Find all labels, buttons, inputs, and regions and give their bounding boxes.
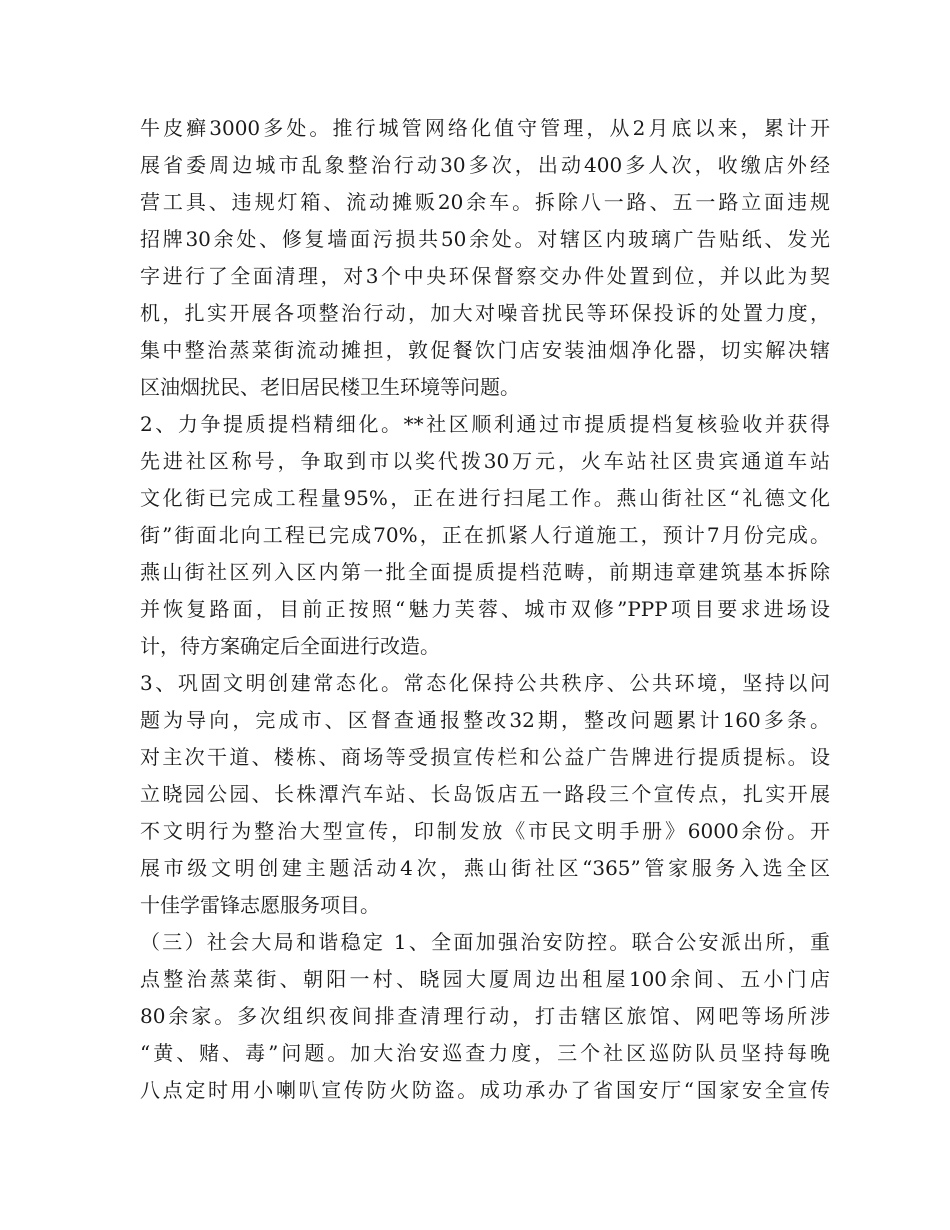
text-line: 十佳学雷锋志愿服务项目。 [140,893,380,917]
text-line: 街”街面北向工程已完成70%，正在抓紧人行道施工，预计7月份完成。 [140,523,830,547]
text-line: 营工具、违规灯箱、流动摊贩20余车。拆除八一路、五一路立面违规 [140,190,830,214]
text-line: 立晓园公园、长株潭汽车站、长岛饭店五一路段三个宣传点，扎实开展 [140,782,830,806]
text-line: 不文明行为整治大型宣传，印制发放《市民文明手册》6000余份。开 [140,819,830,843]
text-line: 3、巩固文明创建常态化。常态化保持公共秩序、公共环境，坚持以问 [140,671,830,695]
text-line: 机，扎实开展各项整治行动，加大对噪音扰民等环保投诉的处置力度， [140,301,830,325]
text-line: （三）社会大局和谐稳定 1、全面加强治安防控。联合公安派出所，重 [140,930,830,954]
text-line: 2、力争提质提档精细化。**社区顺利通过市提质提档复核验收并获得 [140,412,830,436]
text-line: 先进社区称号，争取到市以奖代拨30万元，火车站社区贵宾通道车站 [140,449,830,473]
text-line: 对主次干道、楼栋、商场等受损宣传栏和公益广告牌进行提质提标。设 [140,745,830,769]
text-line: 区油烟扰民、老旧居民楼卫生环境等问题。 [140,375,520,399]
text-line: 并恢复路面，目前正按照“魅力芙蓉、城市双修”PPP项目要求进场设 [140,597,830,621]
text-line: “黄、赌、毒”问题。加大治安巡查力度，三个社区巡防队员坚持每晚 [140,1041,830,1065]
text-line: 燕山街社区列入区内第一批全面提质提档范畴，前期违章建筑基本拆除 [140,560,830,584]
text-line: 点整治蒸菜街、朝阳一村、晓园大厦周边出租屋100余间、五小门店 [140,967,830,991]
text-line: 80余家。多次组织夜间排查清理行动，打击辖区旅馆、网吧等场所涉 [140,1004,830,1028]
text-line: 字进行了全面清理，对3个中央环保督察交办件处置到位，并以此为契 [140,264,830,288]
text-line: 展市级文明创建主题活动4次，燕山街社区“365”管家服务入选全区 [140,856,830,880]
text-line: 计，待方案确定后全面进行改造。 [140,634,440,658]
body-text [140,110,830,1109]
text-line: 展省委周边城市乱象整治行动30多次，出动400多人次，收缴店外经 [140,153,830,177]
text-line: 题为导向，完成市、区督查通报整改32期，整改问题累计160多条。 [140,708,830,732]
text-line: 牛皮癣3000多处。推行城管网络化值守管理，从2月底以来，累计开 [140,116,830,140]
text-line: 文化街已完成工程量95%，正在进行扫尾工作。燕山街社区“礼德文化 [140,486,830,510]
text-line: 招牌30余处、修复墙面污损共50余处。对辖区内玻璃广告贴纸、发光 [140,227,830,251]
text-line: 八点定时用小喇叭宣传防火防盗。成功承办了省国安厅“国家安全宣传 [140,1078,830,1102]
text-line: 集中整治蒸菜街流动摊担，敦促餐饮门店安装油烟净化器，切实解决辖 [140,338,830,362]
